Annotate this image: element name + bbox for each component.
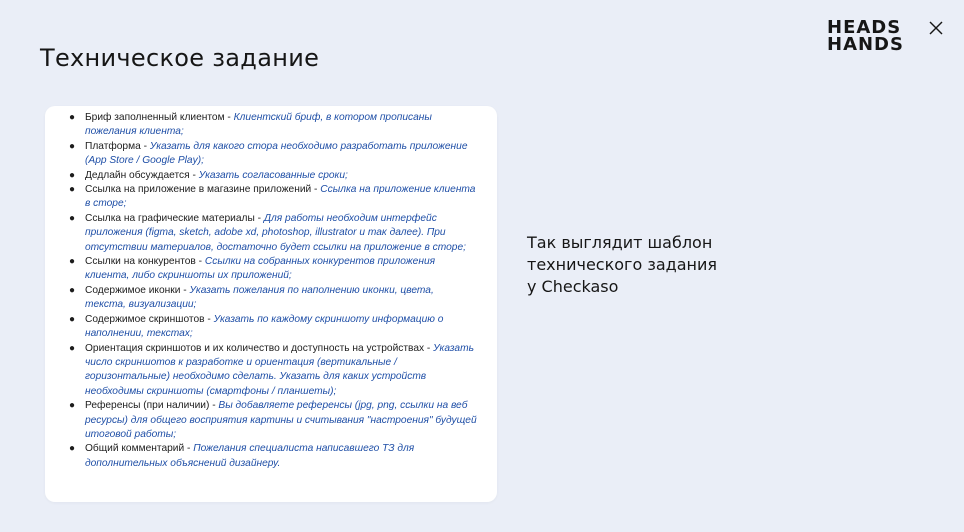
slide-title: Техническое задание bbox=[40, 44, 320, 72]
list-item bbox=[69, 313, 477, 342]
list-item bbox=[69, 183, 477, 212]
list-item bbox=[69, 284, 477, 313]
bullet-icon: ● bbox=[69, 112, 76, 123]
tz-template-list bbox=[45, 106, 497, 471]
list-item bbox=[69, 255, 477, 284]
item-label: Ссылки на конкурентов - bbox=[85, 256, 205, 268]
bullet-icon: ● bbox=[69, 400, 76, 412]
item-description: Для работы необходим интерфейс приложения (figma, sketch, adobe xd, photoshop, illustrator и так далее). При отсутствии материалов, достаточно будет ссылки на приложение в сторе; bbox=[85, 212, 466, 253]
bullet-icon: ● bbox=[69, 212, 76, 224]
bullet-icon: ● bbox=[69, 443, 76, 455]
bullet-icon: ● bbox=[69, 169, 76, 181]
item-description: Пожелания специалиста написавшего ТЗ для дополнительных объяснений дизайнеру. bbox=[85, 443, 415, 469]
item-label: Ссылка на приложение в магазине приложений - bbox=[85, 184, 321, 196]
bullet-icon: ● bbox=[69, 256, 76, 268]
item-description: Указать согласованные сроки; bbox=[198, 169, 348, 181]
item-description: Клиентский бриф, в котором прописаны пожелания клиента; bbox=[85, 112, 432, 138]
list-item bbox=[69, 169, 477, 183]
bullet-icon: ● bbox=[69, 140, 76, 152]
caption-line: Так выглядит шаблон bbox=[527, 233, 713, 252]
item-description: Ссылка на приложение клиента в сторе; bbox=[85, 184, 476, 210]
tz-template-card bbox=[45, 106, 497, 502]
list-item bbox=[69, 399, 477, 442]
item-label: Платформа - bbox=[85, 140, 150, 152]
caption-line: технического задания bbox=[527, 255, 717, 274]
slide-caption bbox=[527, 232, 787, 298]
list-item bbox=[69, 442, 477, 471]
item-description: Указать для какого стора необходимо разработать приложение (App Store / Google Play); bbox=[85, 140, 468, 167]
list-item bbox=[69, 111, 477, 140]
bullet-icon: ● bbox=[69, 184, 76, 196]
logo-word-hands: HANDS bbox=[827, 34, 904, 55]
item-label: Дедлайн обсуждается - bbox=[85, 169, 199, 181]
item-label: Бриф заполненный клиентом - bbox=[85, 112, 234, 123]
list-item bbox=[69, 342, 477, 400]
item-description: Указать пожелания по наполнению иконки, цвета, текста, визуализации; bbox=[85, 284, 434, 311]
item-label: Общий комментарий - bbox=[85, 443, 194, 455]
item-description: Указать по каждому скриншоту информацию о наполнении, текстах; bbox=[85, 313, 444, 340]
item-description: Вы добавляете референсы (jpg, png, ссылки на веб ресурсы) для общего восприятия картины и считывания "настроения" будущей итоговой работы; bbox=[85, 400, 477, 440]
item-label: Содержимое иконки - bbox=[85, 284, 190, 296]
bullet-icon: ● bbox=[69, 284, 76, 296]
heads-hands-logo bbox=[827, 18, 947, 54]
list-item bbox=[69, 212, 477, 255]
item-description: Указать число скриншотов к разработке и ориентация (вертикальные / горизонтальные) необходимо сделать. Указать для каких устройств необходимы скриншоты (смартфоны / планшеты); bbox=[85, 342, 474, 397]
bullet-icon: ● bbox=[69, 313, 76, 325]
item-label: Содержимое скриншотов - bbox=[85, 313, 214, 325]
item-label: Ориентация скриншотов и их количество и доступность на устройствах - bbox=[85, 342, 434, 354]
list-item bbox=[69, 140, 477, 169]
logo-word-heads: HEADS bbox=[827, 17, 902, 38]
close-x-icon bbox=[928, 20, 944, 36]
bullet-icon: ● bbox=[69, 342, 76, 354]
item-label: Референсы (при наличии) - bbox=[85, 400, 219, 412]
item-label: Ссылка на графические материалы - bbox=[85, 212, 264, 224]
caption-line: у Checkaso bbox=[527, 277, 619, 296]
item-description: Ссылки на собранных конкурентов приложения клиента, либо скриншоты их приложений; bbox=[85, 256, 436, 282]
